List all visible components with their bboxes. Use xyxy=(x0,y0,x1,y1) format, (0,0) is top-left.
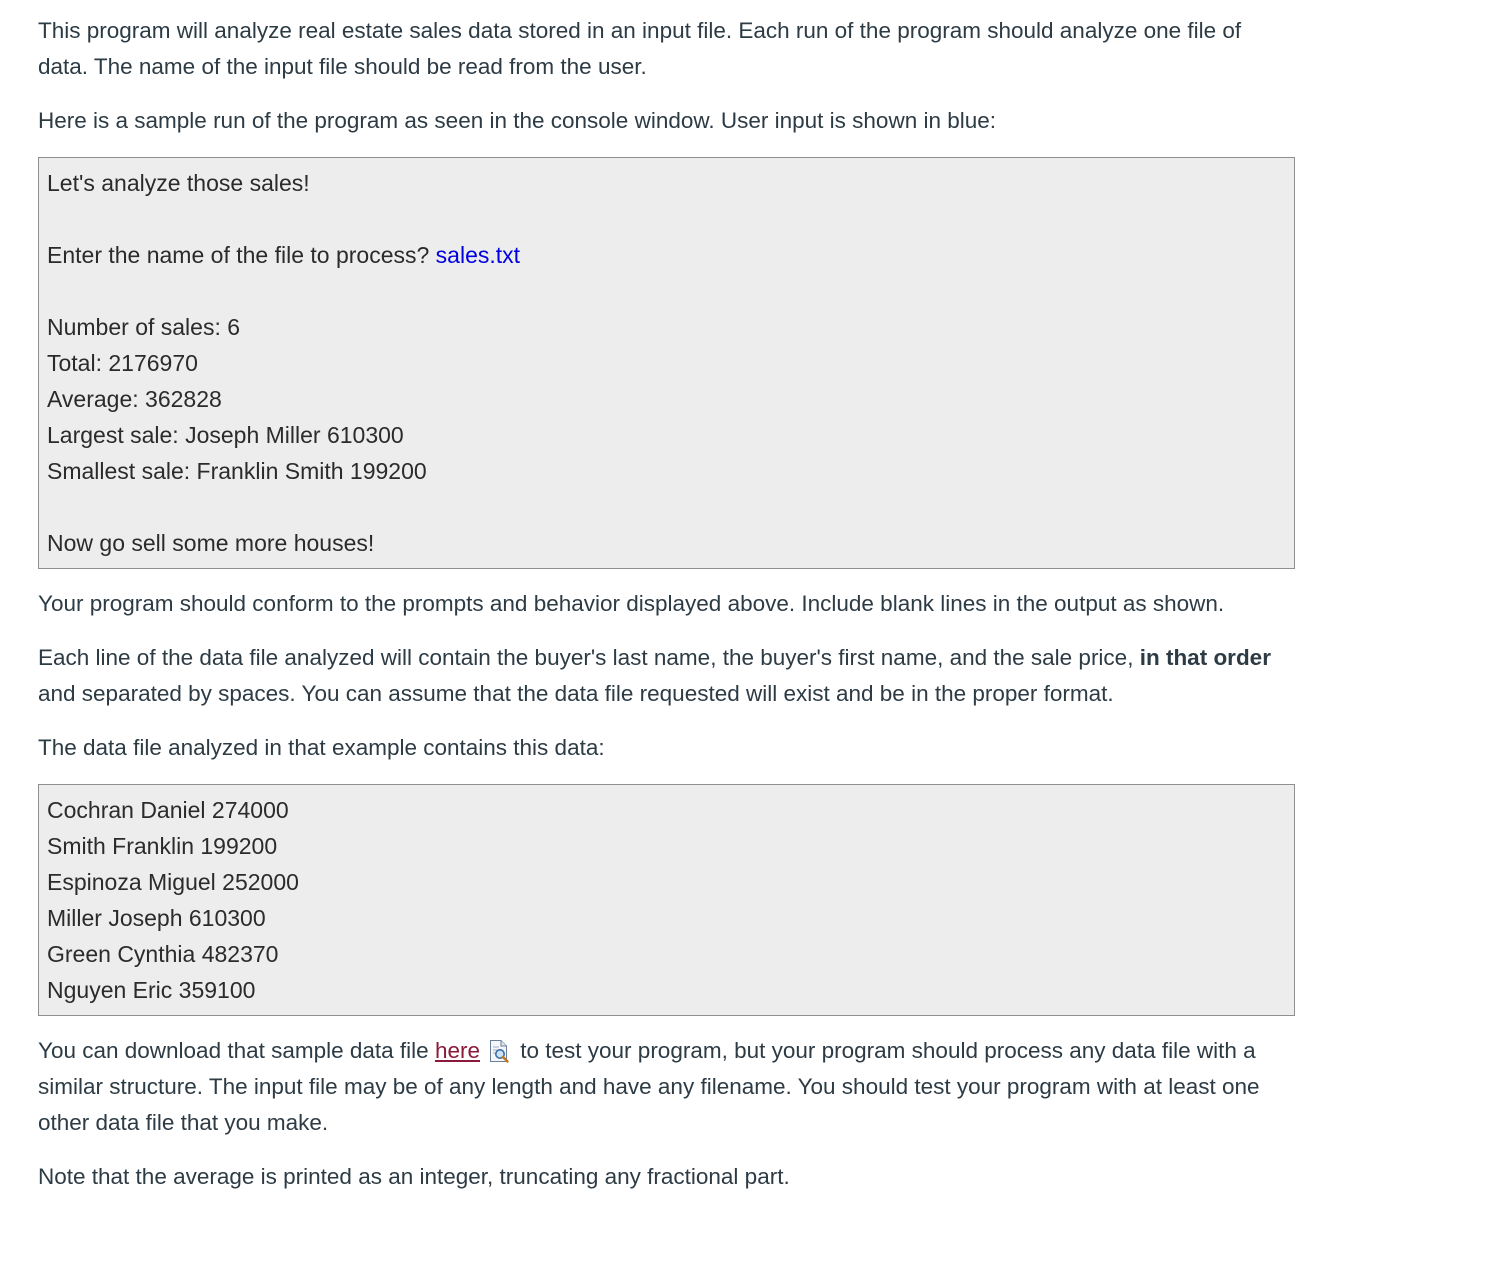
conform-paragraph: Your program should conform to the prompts and behavior displayed above. Include blank lines in the output as shown. xyxy=(38,591,1225,616)
data-file-line: Cochran Daniel 274000 xyxy=(47,797,289,823)
console-result-line: Number of sales: 6 xyxy=(47,314,241,340)
console-user-input: sales.txt xyxy=(435,242,521,268)
console-result-line: Average: 362828 xyxy=(47,386,222,412)
data-file-intro: The data file analyzed in that example contains this data: xyxy=(38,735,605,760)
data-file-line: Nguyen Eric 359100 xyxy=(47,977,256,1003)
download-text-rest: to test your program, but your program should process any data file with a similar structure. The input file may be of any length and have any filename. You should test your program with at least one other data file that you make. xyxy=(38,1038,1260,1135)
file-preview-icon[interactable] xyxy=(488,1038,510,1062)
note-paragraph: Note that the average is printed as an integer, truncating any fractional part. xyxy=(38,1164,790,1189)
console-sample-output xyxy=(38,157,1295,569)
intro-paragraph: This program will analyze real estate sales data stored in an input file. Each run of the program should analyze one file of data. The name of the input file should be read from the user. xyxy=(38,18,1242,79)
data-file-contents xyxy=(38,784,1295,1016)
console-blank-line xyxy=(47,489,1286,525)
data-file-line: Espinoza Miguel 252000 xyxy=(47,869,299,895)
console-prompt: Enter the name of the file to process? xyxy=(47,242,436,268)
console-result-line: Total: 2176970 xyxy=(47,350,198,376)
download-paragraph xyxy=(38,1033,1295,1141)
download-text: You can download that sample data file xyxy=(38,1038,435,1063)
console-prompt-line xyxy=(47,237,1286,273)
data-file-line: Miller Joseph 610300 xyxy=(47,905,266,931)
data-format-text: Each line of the data file analyzed will contain the buyer's last name, the buyer's first name, and the sale price, xyxy=(38,645,1140,670)
data-format-text-rest: and separated by spaces. You can assume that the data file requested will exist and be in the proper format. xyxy=(38,681,1114,706)
data-format-emphasis: in that order xyxy=(1139,645,1271,670)
sample-run-intro: Here is a sample run of the program as seen in the console window. User input is shown in blue: xyxy=(38,108,997,133)
console-greeting: Let's analyze those sales! xyxy=(47,170,310,196)
console-result-line: Smallest sale: Franklin Smith 199200 xyxy=(47,458,427,484)
console-result-line: Largest sale: Joseph Miller 610300 xyxy=(47,422,404,448)
data-format-paragraph xyxy=(38,640,1295,712)
data-file-line: Green Cynthia 482370 xyxy=(47,941,279,967)
assignment-content xyxy=(38,13,1295,1213)
download-link[interactable]: here xyxy=(434,1038,480,1063)
data-file-line: Smith Franklin 199200 xyxy=(47,833,278,859)
console-blank-line xyxy=(47,273,1286,309)
console-closing: Now go sell some more houses! xyxy=(47,530,375,556)
console-blank-line xyxy=(47,201,1286,237)
